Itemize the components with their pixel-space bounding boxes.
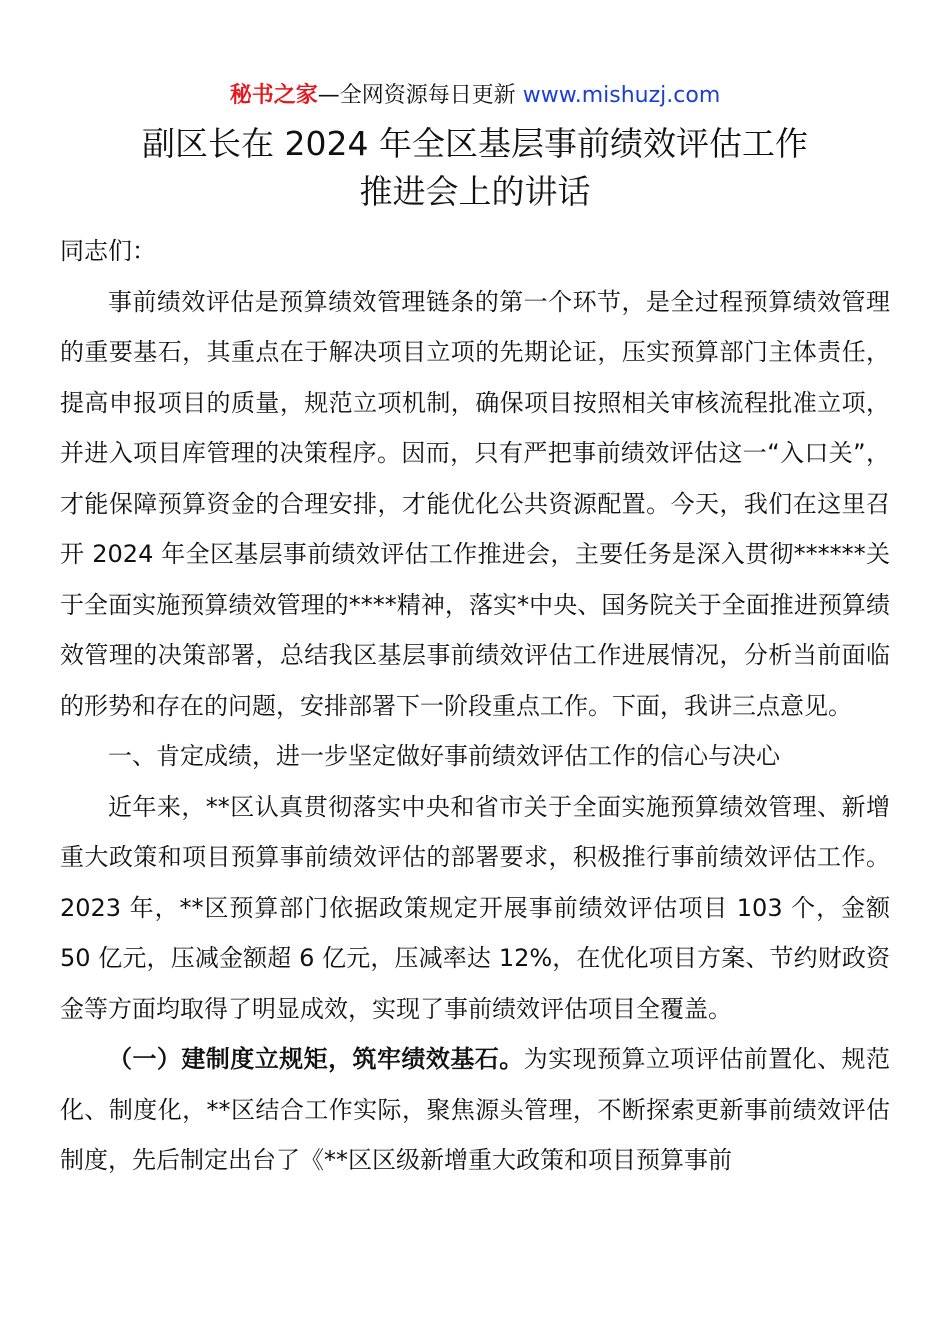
paragraph-achievements: 近年来，**区认真贯彻落实中央和省市关于全面实施预算绩效管理、新增重大政策和项目预算事前绩效评估的部署要求，积极推行事前绩效评估工作。2023 年，**区预算部门依据政策规定开展事前绩效评估项目 103 个，金额 50 亿元，压减金额超 6 亿元，压减率达 12%，在优化项目方案、节约财政资金等方面均取得了明显成效，实现了事前绩效评估项目全覆盖。 bbox=[60, 792, 890, 1023]
site-url-link[interactable]: www.mishuzj.com bbox=[522, 83, 721, 108]
header-slogan: —全网资源每日更新 bbox=[317, 83, 523, 108]
subsection-heading-1: （一）建制度立规矩，筑牢绩效基石。 bbox=[108, 1045, 524, 1073]
brand-name: 秘书之家 bbox=[229, 83, 318, 108]
salutation: 同志们： bbox=[60, 237, 156, 265]
site-header bbox=[0, 80, 950, 112]
document-body bbox=[60, 226, 890, 1186]
paragraph-subsection-1 bbox=[60, 1034, 890, 1186]
subsection-text-1: 为实现预算立项评估前置化、规范化、制度化，**区结合工作实际，聚焦源头管理，不断探索更新事前绩效评估制度，先后制定出台了《**区区级新增重大政策和项目预算事前 bbox=[60, 1045, 891, 1174]
document-title bbox=[0, 120, 950, 216]
paragraph-intro: 事前绩效评估是预算绩效管理链条的第一个环节，是全过程预算绩效管理的重要基石，其重点在于解决项目立项的先期论证，压实预算部门主体责任，提高申报项目的质量，规范立项机制，确保项目按照相关审核流程批准立项，并进入项目库管理的决策程序。因而，只有严把事前绩效评估这一“入口关”，才能保障预算资金的合理安排，才能优化公共资源配置。今天，我们在这里召开 2024 年全区基层事前绩效评估工作推进会，主要任务是深入贯彻******关于全面实施预算绩效管理的****精神，落实*中央、国务院关于全面推进预算绩效管理的决策部署，总结我区基层事前绩效评估工作进展情况，分析当前面临的形势和存在的问题，安排部署下一阶段重点工作。下面，我讲三点意见。 bbox=[60, 287, 890, 720]
section-heading-1: 一、肯定成绩，进一步坚定做好事前绩效评估工作的信心与决心 bbox=[108, 742, 780, 770]
title-line-2: 推进会上的讲话 bbox=[359, 172, 591, 211]
title-line-1: 副区长在 2024 年全区基层事前绩效评估工作 bbox=[142, 124, 808, 163]
